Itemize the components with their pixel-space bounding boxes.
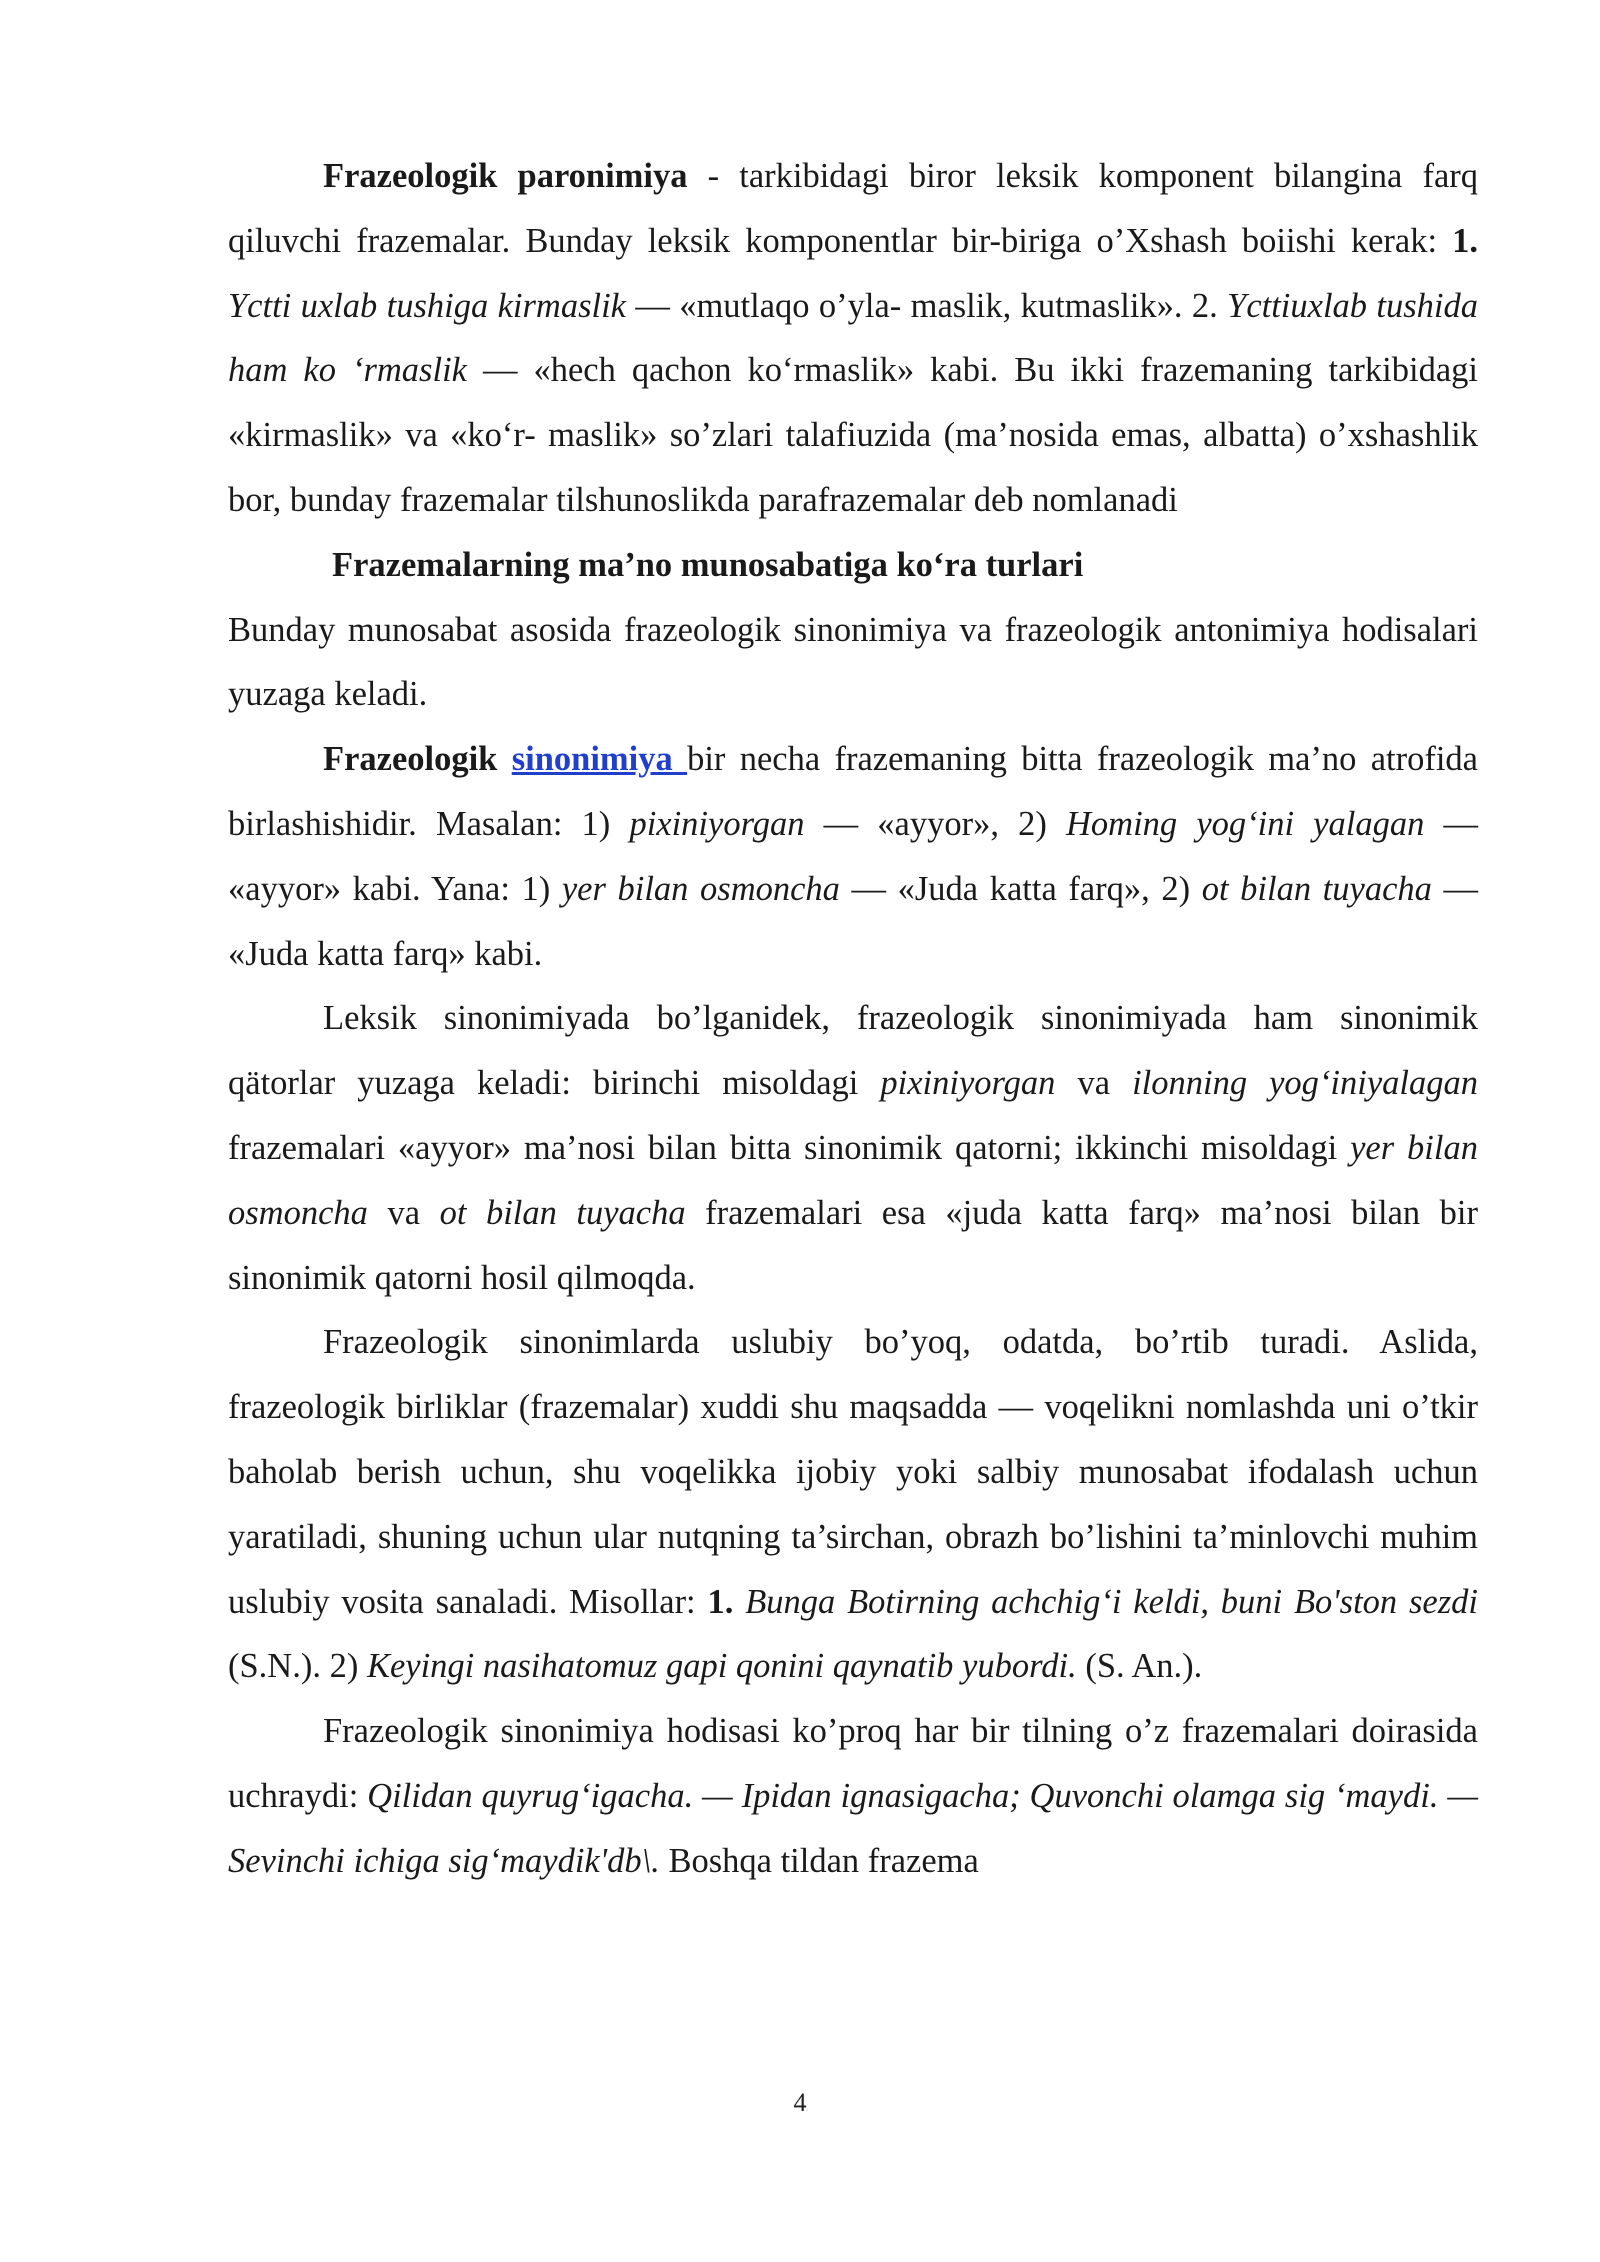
term-frazeologik: Frazeologik (323, 740, 498, 779)
text: Leksik sinonimiyada bo’lganidek, frazeologik sinonimiyada ham sinonimik qätorlar yuzaga keladi: birinchi misoldagi (228, 999, 1478, 1103)
text: bir necha frazemaning bitta frazeologik ma’no atrofida birlashishidir. Masalan: 1) (228, 740, 1478, 843)
example-number: 1. (707, 1582, 734, 1621)
example-phrase: yer bilan osmoncha (561, 869, 840, 908)
example-phrase: Ycttiuxlab tushida ham ko ‘rmaslik (228, 286, 1478, 390)
paragraph-leksik (228, 986, 1478, 1310)
text: Frazeologik sinonimiya hodisasi ko’proq har bir tilning o’z frazemalari doirasida uchraydi: (228, 1712, 1478, 1815)
text: — «Juda katta farq» kabi. (228, 869, 1478, 973)
example-phrase: Qilidan quyrug‘igacha. — Ipidan ignasigacha; Quvonchi olamga sig ‘maydi. — Sevinchi ichiga sig‘maydik'db\. (228, 1776, 1478, 1880)
example-phrase: Bunga Botirning achchig‘i keldi, buni Bo'ston sezdi (745, 1582, 1478, 1621)
sinonimiya-link[interactable]: sinonimiya (511, 740, 688, 779)
page-body (228, 144, 1478, 1894)
example-phrase: Homing yog‘ini yalagan (1066, 804, 1425, 843)
text: frazemalari «ayyor» ma’nosi bilan bitta sinonimik qatorni; ikkinchi misoldagi (228, 1128, 1351, 1167)
example-number: 1. (1452, 221, 1478, 260)
text: (S.N.). 2) (228, 1647, 367, 1686)
example-phrase: yer bilan osmoncha (228, 1128, 1478, 1232)
paragraph-uslubiy (228, 1310, 1478, 1699)
text: — «Juda katta farq», 2) (839, 869, 1202, 908)
paragraph-paronimiya (228, 144, 1478, 533)
text: Frazeologik sinonimlarda uslubiy bo’yoq, odatda, bo’rtib turadi. Aslida, frazeologik birliklar (frazemalar) xuddi shu maqsadda — voqelikni nomlashda uni o’tkir baholab berish uchun, shu voqelikka ijobiy yoki salbiy munosabat ifodalash uchun yaratiladi, shuning uchun ular nutqning ta’sirchan, obrazh bo’lishini ta’minlovchi muhim uslubiy vosita sanaladi. Misollar: (228, 1323, 1478, 1621)
page-number: 4 (793, 2088, 807, 2117)
text: — «ayyor», 2) (804, 804, 1066, 843)
example-phrase: Keyingi nasihatomuz gapi qonini qaynatib yubordi. (366, 1647, 1077, 1686)
text: frazemalari esa «juda katta farq» ma’nosi bilan bir sinonimik qatorni hosil qilmoqda. (228, 1193, 1478, 1297)
text: va (1055, 1064, 1133, 1103)
term-paronimiya: Frazeologik paronimiya (323, 157, 688, 195)
text: Boshqa tildan frazema (659, 1841, 979, 1880)
section-heading: Frazemalarning ma’no munosabatiga ko‘ra turlari (332, 545, 1084, 584)
paragraph-hodisa (228, 1699, 1478, 1893)
text: — «mutlaqo o’yla- maslik, kutmaslik». 2. (625, 286, 1228, 325)
text: va (367, 1193, 440, 1232)
text: - tarkibidagi biror leksik komponent bilangina farq qiluvchi frazemalar. Bunday leksik komponentlar bir-biriga o’Xshash boiishi kerak: (228, 157, 1478, 260)
text (733, 1583, 745, 1621)
example-phrase: pixiniyorgan (629, 804, 805, 843)
paragraph-sinonimiya (228, 727, 1478, 986)
example-phrase: ot bilan tuyacha (1201, 869, 1432, 908)
example-phrase: ot bilan tuyacha (439, 1193, 686, 1232)
text: — «hech qachon ko‘rmaslik» kabi. Bu ikki frazemaning tarkibidagi «kirmaslik» va «ko‘r- maslik» so’zlari talafiuzida (ma’nosida emas, albatta) o’xshashlik bor, bunday frazemalar tilshunoslikda parafrazemalar deb nomlanadi (228, 351, 1478, 519)
text: — «ayyor» kabi. Yana: 1) (228, 804, 1478, 908)
example-phrase: pixiniyorgan (880, 1064, 1056, 1103)
text: (S. An.). (1076, 1647, 1203, 1686)
example-phrase: Yctti uxlab tushiga kirmaslik (228, 286, 626, 325)
paragraph-intro: Bunday munosabat asosida frazeologik sinonimiya va frazeologik antonimiya hodisalari yuzaga keladi. (228, 610, 1478, 714)
example-phrase: ilonning yog‘iniyalagan (1132, 1064, 1478, 1103)
